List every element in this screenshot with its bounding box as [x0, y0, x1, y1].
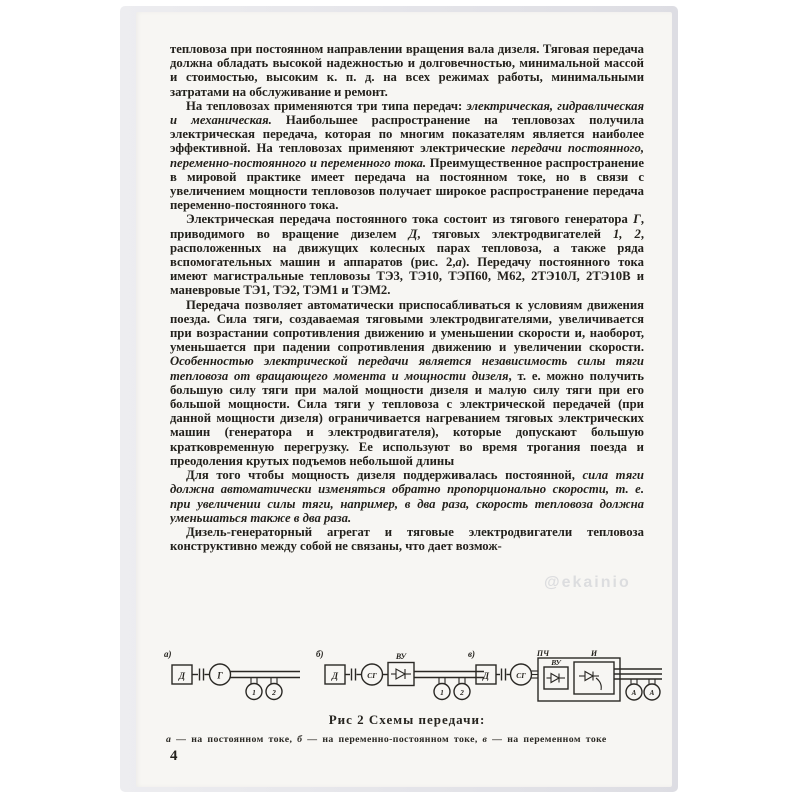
italic-run: в: [482, 734, 488, 745]
paragraph: [170, 298, 644, 468]
rectifier-label: ВУ: [551, 658, 561, 667]
sync-generator-label: СГ: [516, 671, 526, 680]
page-number: 4: [170, 748, 178, 764]
text-run: Дизель-генераторный агрегат и тяговые электродвигатели тепловоза конструктивно между собой не связаны, что дает возмож-: [170, 524, 644, 554]
thyristor-icon: [585, 672, 593, 681]
paragraph: [170, 99, 644, 213]
watermark: @ekainio: [544, 574, 631, 591]
diagram-b: [316, 649, 484, 700]
text-run: На тепловозах применяются три типа передач:: [186, 98, 467, 113]
diode-icon: [551, 674, 559, 683]
text-run: Для того чтобы мощность дизеля поддерживалась постоянной,: [186, 468, 583, 483]
text-run: тепловоза при постоянном направлении вращения вала дизеля. Тяговая передача должна обладать высокой надежностью и долговечностью, минимальной массой и стоимостью, высоким к. п. д. на всех режимах работы, минимальными затратами на обслуживание и ремонт.: [170, 42, 644, 99]
scanned-page: [136, 12, 672, 787]
diagram-v: [468, 649, 662, 701]
svg-text:А: А: [631, 689, 637, 697]
paragraph: [170, 42, 644, 99]
svg-text:А: А: [649, 689, 655, 697]
paragraph: [170, 212, 644, 297]
italic-run: электрическая, гидравлическая и механическая.: [170, 98, 644, 128]
inverter-box: [574, 662, 614, 694]
italic-run: Особенностью электрической передачи является независимость силы тяги тепловоза от вращающего момента и мощности дизеля: [170, 354, 644, 383]
svg-text:1: 1: [440, 687, 444, 697]
diagram-b-label: б): [316, 649, 324, 659]
diesel-label: Д: [331, 671, 339, 681]
svg-text:2: 2: [272, 687, 276, 697]
text-run: , расположенных на движущих колесных парах тепловоза, а также ряда вспомогательных машин и аппаратов (рис. 2,: [170, 226, 644, 270]
text-run: Наибольшее распространение на тепловозах получила электрическая передача, которая по многим показателям является наиболее эффективной. На тепловозах применяют электрические: [170, 113, 644, 156]
scanned-page-edge: [120, 6, 678, 792]
text-run: , приводимого во вращение дизелем: [170, 212, 644, 241]
paragraph: [170, 525, 644, 553]
text-run: Преимущественное распространение в мировой практике имеет передача на постоянном токе, но в связи с увеличением мощности тепловозов получает широкое распространение передача переменно-постоянного тока.: [170, 155, 644, 213]
text-block: [170, 42, 644, 646]
text-run: — на переменно-постоянном токе,: [302, 734, 483, 745]
italic-run: 1, 2: [612, 226, 641, 241]
inverter-label: И: [590, 649, 598, 658]
generator-label: Г: [217, 670, 223, 681]
paragraph: [170, 468, 644, 525]
italic-run: б: [297, 734, 303, 745]
diagram-v-label: в): [468, 649, 476, 659]
diagram-a: [164, 649, 300, 700]
italic-run: передачи постоянного, переменно-постоянного и переменного тока.: [170, 141, 644, 170]
italic-run: сила тяги должна автоматически изменяться обратно пропорционально скорости, т. е. при увеличении силы тяги, например, в два раза, скорость тепловоза должна уменьшаться также в два раза.: [170, 468, 644, 525]
diode-icon: [396, 669, 405, 679]
converter-label: ПЧ: [536, 649, 550, 658]
diagram-a-label: а): [164, 649, 172, 659]
svg-text:2: 2: [460, 687, 464, 697]
diesel-label: Д: [482, 671, 490, 681]
svg-text:1: 1: [252, 687, 256, 697]
text-run: ). Передачу постоянного тока имеют магистральные тепловозы ТЭ3, ТЭ10, ТЭП60, М62, 2ТЭ10Л, 2ТЭ10В и маневровые ТЭ1, ТЭ2, ТЭМ1 и ТЭМ2.: [170, 255, 644, 298]
figure-legend: [166, 734, 652, 745]
diesel-label: Д: [178, 671, 186, 681]
figure-caption: Рис 2 Схемы передачи:: [328, 712, 486, 727]
italic-run: а: [455, 255, 462, 270]
text-run: Передача позволяет автоматически приспосабливаться к условиям движения поезда. Сила тяги, создаваемая тяговыми электродвигателями, увеличивается при возрастании сопротивления движению и уменьшении скорости и, наоборот, уменьшается при падении сопротивления движению и увеличении скорости.: [170, 297, 644, 355]
italic-run: а: [166, 734, 172, 745]
sync-generator-label: СГ: [367, 671, 377, 680]
text-run: , т. е. можно получить большую силу тяги при малой мощности дизеля и малую силу тяги при его большой мощности. Сила тяги у тепловоза с электрической передачей (при данной мощности дизеля) ограничивается нагреванием тяговых электрических машин (генератора и электродвигателя), которые допускают большую кратковременную перегрузку. Ее используют во время трогания поезда и преодоления крутых подъемов небольшой длины: [170, 368, 644, 468]
rectifier-label: ВУ: [395, 652, 407, 661]
italic-run: Д: [408, 226, 418, 241]
text-run: — на переменном токе: [487, 734, 607, 745]
italic-run: Г: [633, 212, 641, 227]
figure-diagrams: [162, 648, 664, 712]
text-run: , тяговых электродвигателей: [417, 226, 613, 241]
text-run: Электрическая передача постоянного тока состоит из тягового генератора: [186, 212, 634, 227]
text-run: — на постоянном токе,: [171, 734, 298, 745]
